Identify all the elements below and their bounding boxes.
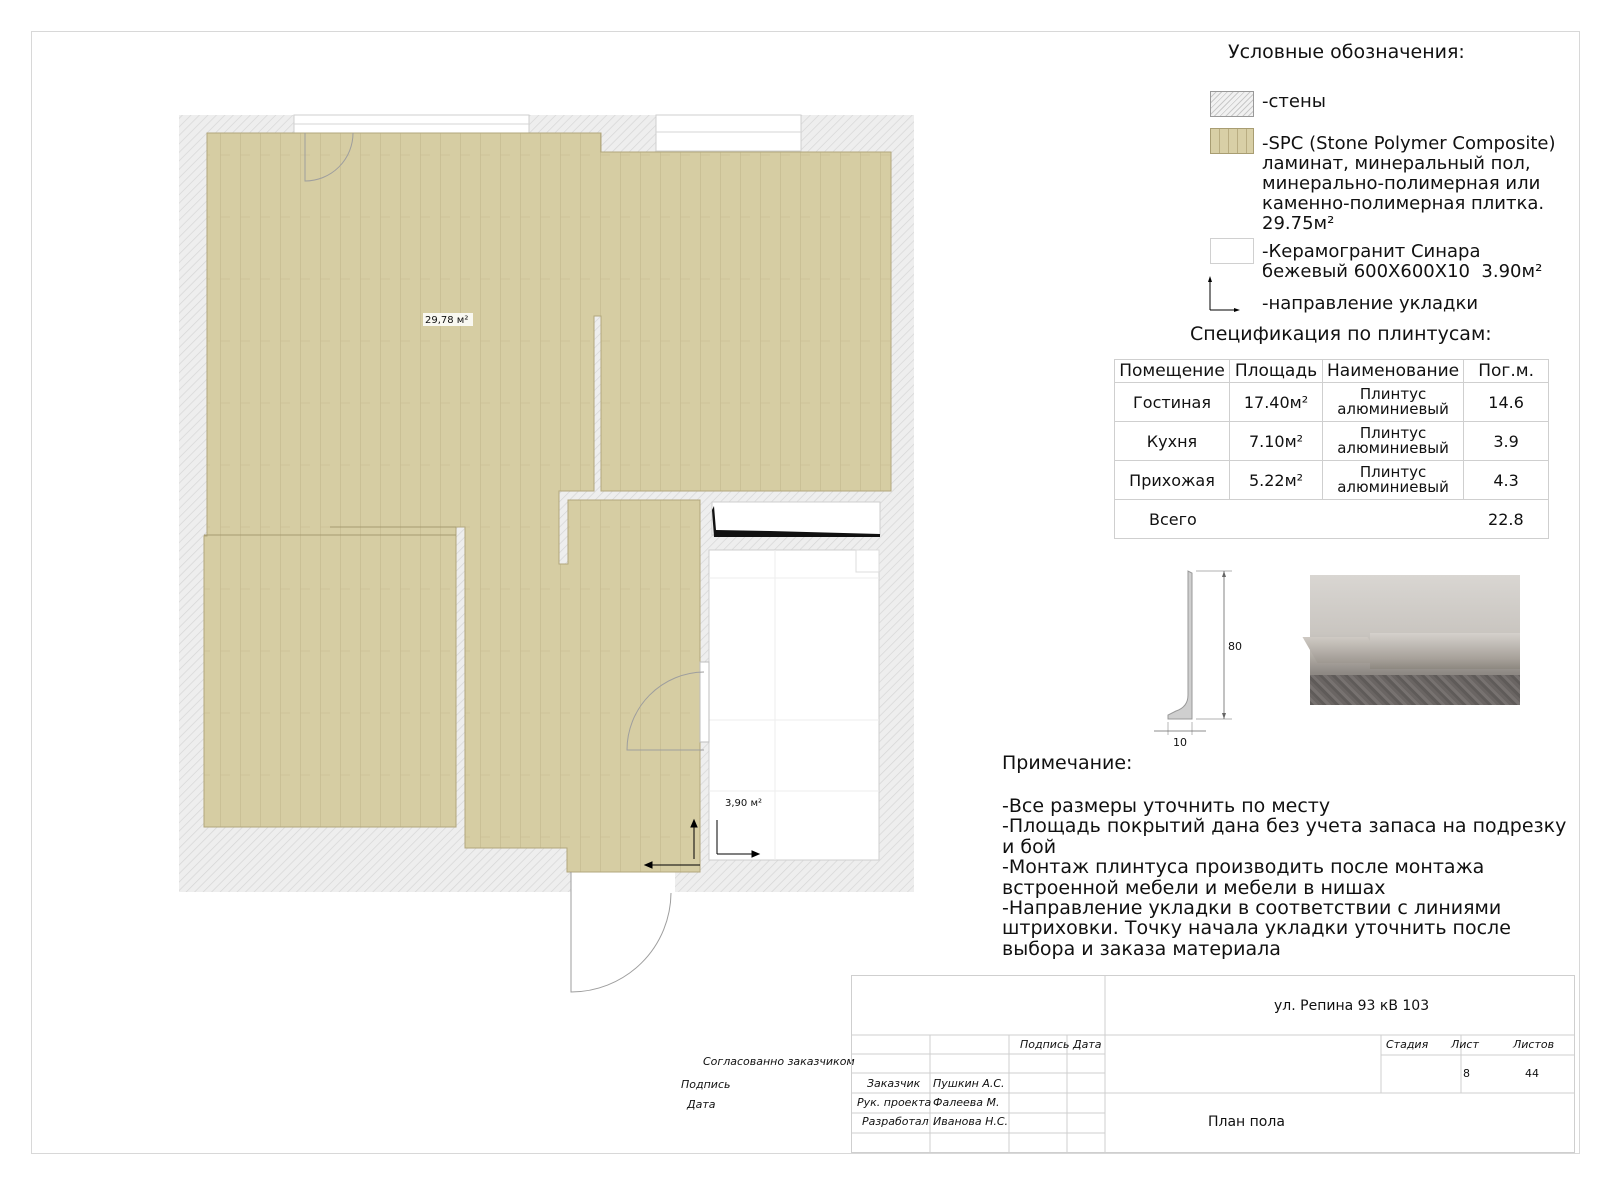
approval-signature: Подпись — [681, 1078, 731, 1091]
spec-area: 5.22м² — [1230, 461, 1323, 500]
stamp-col-date: Дата — [1073, 1038, 1102, 1051]
legend-tile-line1: -Керамогранит Синара — [1262, 241, 1481, 262]
tile-floor — [709, 550, 879, 860]
spec-name: Плинтус алюминиевый — [1323, 422, 1464, 461]
notes-text — [1002, 796, 1566, 959]
spec-room: Гостиная — [1115, 383, 1230, 422]
legend-spc-line5: 29.75м² — [1262, 213, 1335, 234]
legend-tile-swatch — [1210, 238, 1254, 264]
stamp-role-name: Пушкин А.С. — [933, 1077, 1005, 1090]
spec-header-room: Помещение — [1115, 360, 1230, 383]
legend-spc-line2: ламинат, минеральный пол, — [1262, 153, 1531, 174]
spec-length: 3.9 — [1464, 422, 1549, 461]
spec-name: Плинтус алюминиевый — [1323, 383, 1464, 422]
legend-direction-icon — [1206, 274, 1246, 314]
stamp-role: Заказчик — [867, 1077, 921, 1090]
approval-agreed: Согласованно заказчиком — [703, 1055, 855, 1068]
table-row-total — [1115, 500, 1549, 539]
stamp-sheets-label: Листов — [1513, 1038, 1555, 1051]
stamp-stage-label: Стадия — [1386, 1038, 1429, 1051]
legend-spc-line1: -SPC (Stone Polymer Composite) — [1262, 133, 1556, 154]
spec-title: Спецификация по плинтусам: — [1190, 323, 1492, 345]
note-line: и бой — [1002, 835, 1057, 858]
legend-spc-line3: минерально-полимерная или — [1262, 173, 1541, 194]
spec-length: 4.3 — [1464, 461, 1549, 500]
spec-name: Плинтус алюминиевый — [1323, 461, 1464, 500]
profile-height-label: 80 — [1228, 640, 1242, 653]
note-line: штриховки. Точку начала укладки уточнить после — [1002, 917, 1511, 940]
skirting-photo — [1310, 575, 1520, 705]
stamp-sheet-number: 8 — [1463, 1067, 1470, 1080]
spec-total-label: Всего — [1115, 500, 1464, 539]
window-2 — [656, 115, 801, 151]
legend-spc-line4: каменно-полимерная плитка. — [1262, 193, 1545, 214]
stamp-role-name: Иванова Н.С. — [933, 1115, 1009, 1128]
spec-length: 14.6 — [1464, 383, 1549, 422]
legend-tile-line2: бежевый 600Х600Х10 3.90м² — [1262, 261, 1543, 282]
note-line: выбора и заказа материала — [1002, 937, 1281, 960]
skirting-profile-drawing — [1140, 565, 1240, 755]
stamp-col-signature: Подпись — [1020, 1038, 1070, 1051]
spec-room: Кухня — [1115, 422, 1230, 461]
legend-title: Условные обозначения: — [1228, 41, 1465, 63]
note-line: -Площадь покрытий дана без учета запаса на подрезку — [1002, 815, 1567, 838]
spec-header-name: Наименование — [1323, 360, 1464, 383]
notes-title: Примечание: — [1002, 752, 1133, 774]
area-label-laminate: 29,78 м² — [425, 315, 469, 326]
legend-spc-swatch — [1210, 128, 1254, 154]
stamp-role-name: Фалеева М. — [933, 1096, 1000, 1109]
table-row — [1115, 461, 1549, 500]
spec-room: Прихожая — [1115, 461, 1230, 500]
table-row — [1115, 422, 1549, 461]
spec-area: 17.40м² — [1230, 383, 1323, 422]
stamp-sheet-label: Лист — [1451, 1038, 1479, 1051]
area-label-tile: 3,90 м² — [725, 798, 762, 809]
legend-walls-label: -стены — [1262, 91, 1326, 112]
note-line: встроенной мебели и мебели в нишах — [1002, 876, 1386, 899]
stamp-drawing-title: План пола — [1208, 1114, 1285, 1130]
legend-walls-swatch — [1210, 91, 1254, 117]
niche — [712, 502, 880, 535]
stamp-sheets-number: 44 — [1525, 1067, 1539, 1080]
spec-area: 7.10м² — [1230, 422, 1323, 461]
spec-header-area: Площадь — [1230, 360, 1323, 383]
stamp-role: Рук. проекта — [857, 1096, 932, 1109]
legend-direction-label: -направление укладки — [1262, 293, 1479, 314]
table-row — [1115, 383, 1549, 422]
note-line: -Направление укладки в соответствии с линиями — [1002, 897, 1502, 920]
profile-width-label: 10 — [1173, 736, 1187, 749]
approval-date: Дата — [687, 1098, 716, 1111]
note-line: -Монтаж плинтуса производить после монтажа — [1002, 856, 1485, 879]
stamp-address: ул. Репина 93 кВ 103 — [1274, 998, 1430, 1014]
spec-table — [1114, 359, 1549, 539]
note-line: -Все размеры уточнить по месту — [1002, 795, 1331, 817]
spec-total-value: 22.8 — [1464, 500, 1549, 539]
spec-header-length: Пог.м. — [1464, 360, 1549, 383]
stamp-role: Разработал — [862, 1115, 929, 1128]
